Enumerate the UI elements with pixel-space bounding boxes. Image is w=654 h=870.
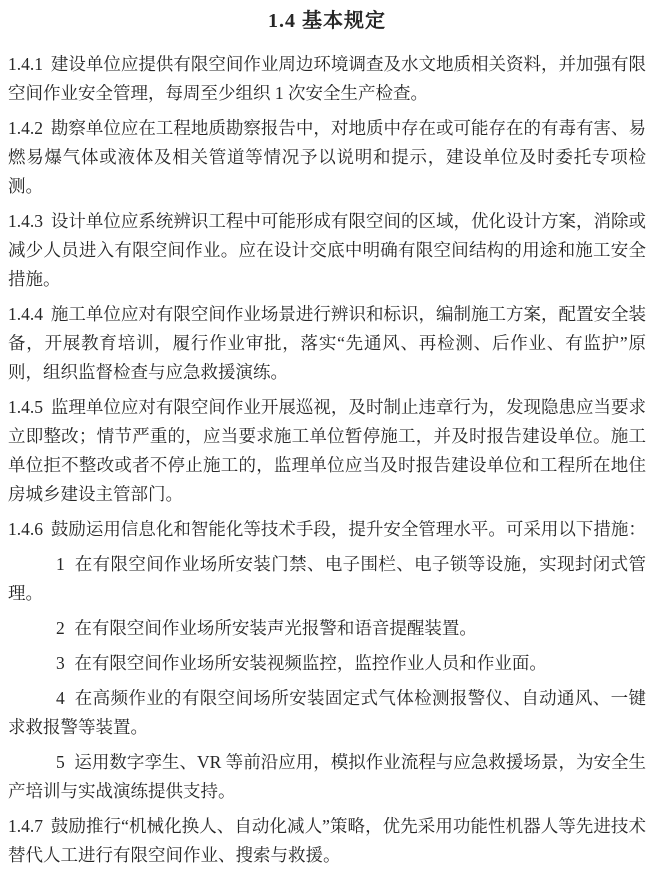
- clause-text: 勘察单位应在工程地质勘察报告中，对地质中存在或可能存在的有毒有害、易燃易爆气体或液体及相关管道等情况予以说明和提示，建设单位及时委托专项检测。: [8, 118, 646, 196]
- clause-1-4-6: [8, 515, 646, 544]
- subitem-2: [8, 614, 646, 643]
- clause-text: 监理单位应对有限空间作业开展巡视，及时制止违章行为，发现隐患应当要求立即整改；情节严重的，应当要求施工单位暂停施工，并及时报告建设单位。施工单位拒不整改或者不停止施工的，监理单位应当及时报告建设单位和工程所在地住房城乡建设主管部门。: [8, 397, 646, 504]
- clause-number: 1.4.3: [8, 211, 43, 231]
- clause-text: 鼓励运用信息化和智能化等技术手段，提升安全管理水平。可采用以下措施：: [50, 519, 646, 539]
- subitem-5: [8, 748, 646, 806]
- clause-1-4-5: [8, 393, 646, 509]
- clause-number: 1.4.4: [8, 304, 43, 324]
- section-title: 1.4 基本规定: [268, 10, 386, 32]
- clause-1-4-2: [8, 114, 646, 201]
- subitem-text: 在有限空间作业场所安装门禁、电子围栏、电子锁等设施，实现封闭式管理。: [8, 554, 646, 603]
- clause-1-4-1: [8, 50, 646, 108]
- subitem-number: 5: [56, 752, 65, 772]
- clause-number: 1.4.7: [8, 816, 43, 836]
- subitem-4: [8, 684, 646, 742]
- clause-text: 施工单位应对有限空间作业场景进行辨识和标识，编制施工方案，配置安全装备，开展教育培训，履行作业审批，落实“先通风、再检测、后作业、有监护”原则，组织监督检查与应急救援演练。: [8, 304, 646, 382]
- clause-text: 设计单位应系统辨识工程中可能形成有限空间的区域，优化设计方案，消除或减少人员进入有限空间作业。应在设计交底中明确有限空间结构的用途和施工安全措施。: [8, 211, 646, 289]
- subitem-number: 4: [56, 688, 65, 708]
- subitem-text: 在有限空间作业场所安装视频监控，监控作业人员和作业面。: [74, 653, 547, 673]
- clause-1-4-3: [8, 207, 646, 294]
- subitem-text: 运用数字孪生、VR 等前沿应用，模拟作业流程与应急救援场景，为安全生产培训与实战演练提供支持。: [8, 752, 646, 801]
- subitem-text: 在有限空间作业场所安装声光报警和语音提醒装置。: [74, 618, 477, 638]
- subitem-1: [8, 550, 646, 608]
- subitem-number: 1: [56, 554, 65, 574]
- clause-text: 建设单位应提供有限空间作业周边环境调查及水文地质相关资料，并加强有限空间作业安全管理，每周至少组织 1 次安全生产检查。: [8, 54, 646, 103]
- clause-text: 鼓励推行“机械化换人、自动化减人”策略，优先采用功能性机器人等先进技术替代人工进行有限空间作业、搜索与救援。: [8, 816, 646, 865]
- clause-1-4-4: [8, 300, 646, 387]
- subitem-text: 在高频作业的有限空间场所安装固定式气体检测报警仪、自动通风、一键求救报警等装置。: [8, 688, 646, 737]
- clause-number: 1.4.5: [8, 397, 43, 417]
- subitem-number: 2: [56, 618, 65, 638]
- subitem-3: [8, 649, 646, 678]
- clause-number: 1.4.6: [8, 519, 43, 539]
- clause-number: 1.4.2: [8, 118, 43, 138]
- clause-1-4-7: [8, 812, 646, 870]
- subitem-number: 3: [56, 653, 65, 673]
- clause-number: 1.4.1: [8, 54, 43, 74]
